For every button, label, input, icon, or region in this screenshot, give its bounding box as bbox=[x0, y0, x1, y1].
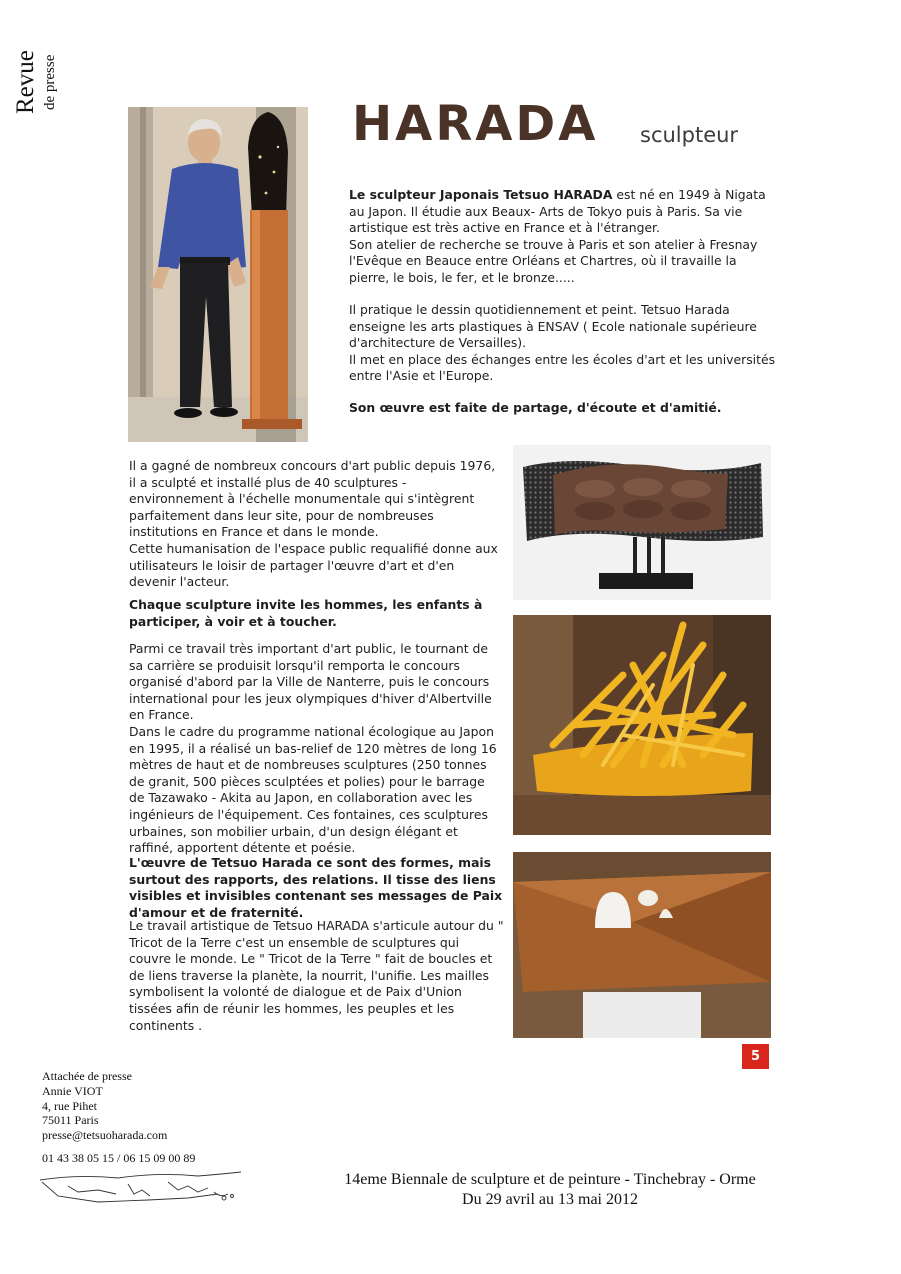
body-highlight-2: L'œuvre de Tetsuo Harada ce sont des formes, mais surtout des rapports, des relations. Il tisse des liens visibles et invisibles contenant ses messages de Paix d'amour et de fraternité. bbox=[129, 855, 503, 920]
intro-lead-bold: Le sculpteur Japonais Tetsuo HARADA bbox=[349, 187, 613, 202]
side-label bbox=[12, 40, 92, 130]
intro-paragraph-2 bbox=[349, 302, 779, 385]
intro-teaching-text: Il pratique le dessin quotidiennement et peint. Tetsuo Harada enseigne les arts plastiques à ENSAV ( Ecole nationale supérieure d'architecture de Versailles). bbox=[349, 302, 757, 351]
intro-atelier-text: Son atelier de recherche se trouve à Paris et son atelier à Fresnay l'Evêque en Beauce entre Orléans et Chartres, où il travaille la pierre, le bois, le fer, et le bronze..... bbox=[349, 236, 758, 285]
contact-name: Annie VIOT bbox=[42, 1083, 103, 1098]
sculpture-photo-wood-forms bbox=[513, 852, 771, 1038]
contact-phone: 01 43 38 05 15 / 06 15 09 00 89 bbox=[42, 1150, 196, 1165]
intro-statement: Son œuvre est faite de partage, d'écoute et d'amitié. bbox=[349, 400, 722, 415]
intro-lead-rest: est né en 1949 à Nigata au Japon. Il étudie aux Beaux- Arts de Tokyo puis à Paris. Sa vie artistique est très active en France et à l'étranger. bbox=[349, 187, 766, 236]
contact-city: 75011 Paris bbox=[42, 1113, 99, 1128]
body-highlight-1: Chaque sculpture invite les hommes, les enfants à participer, à voir et à toucher. bbox=[129, 597, 483, 629]
event-footer bbox=[330, 1170, 770, 1210]
body-contests-text: Il a gagné de nombreux concours d'art public depuis 1976, il a sculpté et installé plus de 40 sculptures - environnement à l'échelle monumentale qui s'intègrent parfaitement dans leur site, pour de nombreuses institutions en France et dans le monde. bbox=[129, 458, 496, 540]
event-dates: Du 29 avril au 13 mai 2012 bbox=[462, 1191, 638, 1208]
body-career-text: Parmi ce travail très important d'art public, le tournant de sa carrière se produisit lorsqu'il remporta le concours organisé d'abord par la Ville de Nanterre, puis le concours international pour les jeux olympiques d'hiver d'Albertville en France. bbox=[129, 641, 492, 723]
body-humanisation-text: Cette humanisation de l'espace public requalifié donne aux utilisateurs le loisir de partager l'œuvre d'art et d'en devenir l'acteur. bbox=[129, 540, 498, 590]
landscape-sketch-icon bbox=[38, 1168, 243, 1208]
body-paragraph-1 bbox=[129, 458, 504, 591]
event-title: 14eme Biennale de sculpture et de peinture - Tinchebray - Orme bbox=[344, 1171, 756, 1188]
sculpture-photo-waves bbox=[513, 445, 771, 600]
body-japan-text: Dans le cadre du programme national écologique au Japon en 1995, il a réalisé un bas-relief de 120 mètres de long 16 mètres de haut et de nombreuses sculptures (250 tonnes de granit, 500 pièces sculptées et polies) pour le barrage de Tazawako - Akita au Japon, en collaboration avec les ingénieurs de l'équipement. Ces fontaines, ces sculptures urbaines, son mobilier urbain, d'un design élégant et raffiné, apportent détente et poésie. bbox=[129, 723, 497, 856]
body-paragraph-5: Le travail artistique de Tetsuo HARADA s'articule autour du " Tricot de la Terre c'est un ensemble de sculptures qui couvre le monde. Le " Tricot de la Terre " fait de boucles et de liens traverse la planète, la nourrit, l'unifie. Les mailles symbolisent la volonté de dialogue et de Paix d'Union tissées afin de réunir les hommes, les peuples et les continents . bbox=[129, 918, 504, 1033]
side-label-de-presse: de presse bbox=[42, 54, 58, 110]
contact-role: Attachée de presse bbox=[42, 1069, 132, 1083]
intro-exchange-text: Il met en place des échanges entre les écoles d'art et les universités entre l'Asie et l'Europe. bbox=[349, 351, 776, 384]
page-number-badge: 5 bbox=[742, 1044, 769, 1069]
page-title: HARADA bbox=[352, 96, 599, 152]
press-contact bbox=[42, 1069, 195, 1166]
intro-paragraph-1 bbox=[349, 187, 779, 287]
artist-portrait-photo bbox=[128, 107, 308, 442]
page-subtitle: sculpteur bbox=[640, 123, 739, 147]
sculpture-photo-yellow-sticks bbox=[513, 615, 771, 835]
body-paragraph-3 bbox=[129, 641, 504, 857]
contact-street: 4, rue Pihet bbox=[42, 1098, 97, 1113]
contact-email[interactable]: presse@tetsuoharada.com bbox=[42, 1128, 168, 1143]
side-label-revue: Revue bbox=[12, 50, 39, 114]
